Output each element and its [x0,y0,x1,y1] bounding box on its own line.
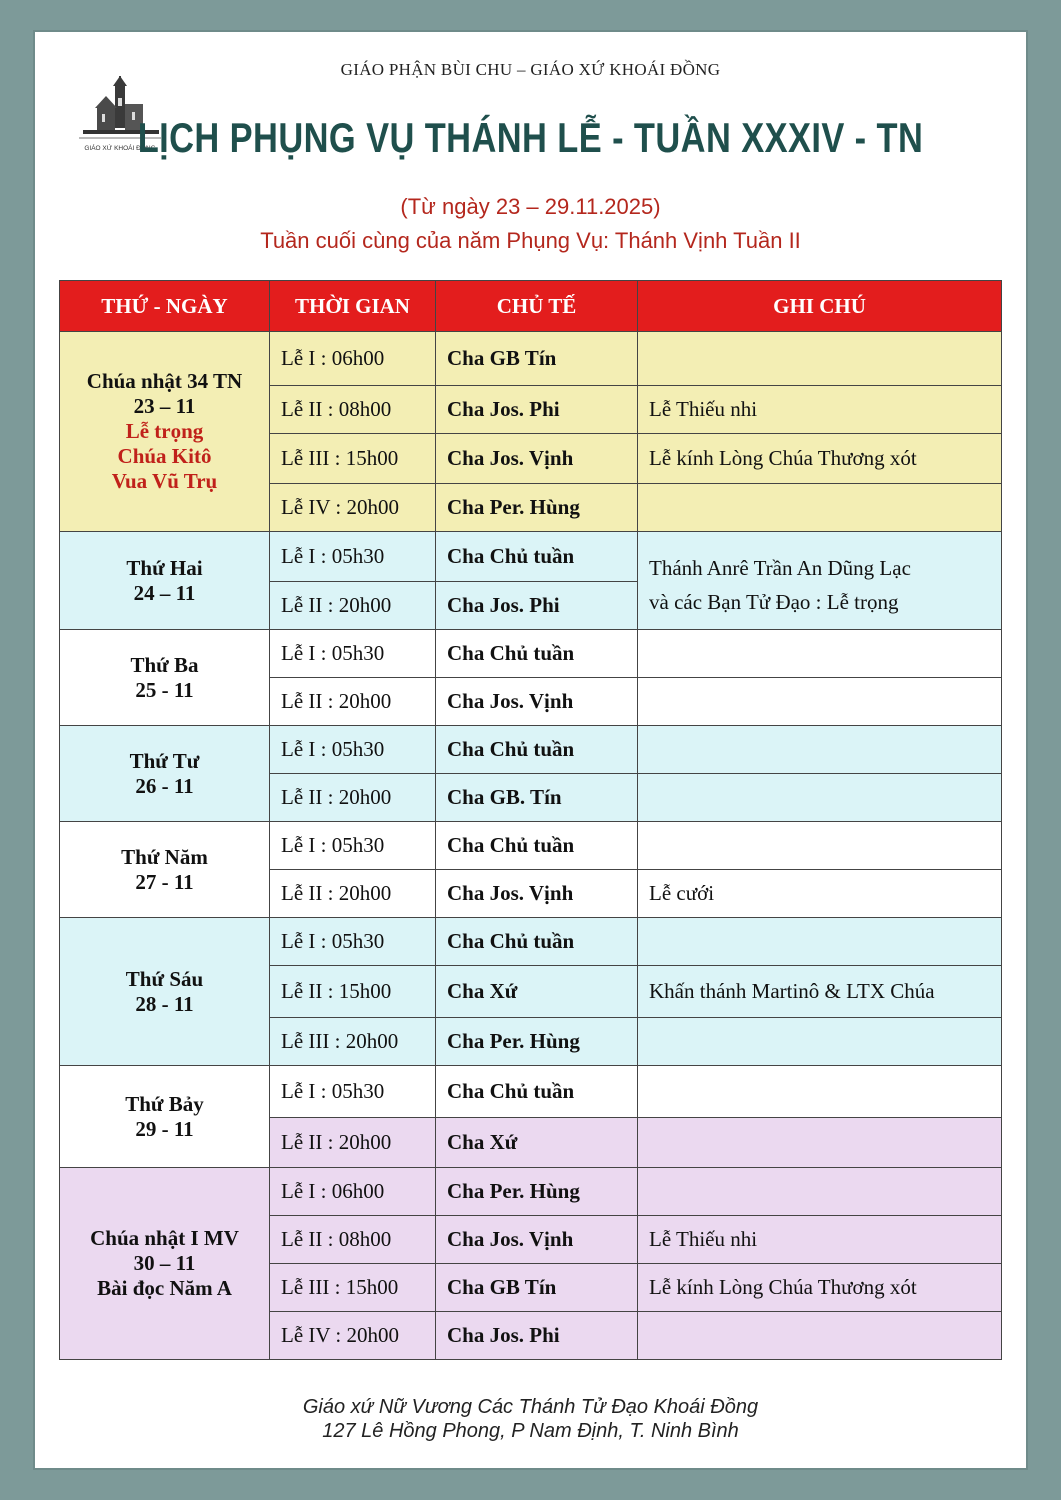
mass-time: Lễ II : 20h00 [270,1118,436,1168]
celebrant: Cha Chủ tuần [436,532,638,582]
mass-note [638,726,1002,774]
footer-parish-name: Giáo xứ Nữ Vương Các Thánh Tử Đạo Khoái Đồng [302,1396,759,1418]
mass-note-merged: Thánh Anrê Trần An Dũng Lạc và các Bạn Tử Đạo : Lễ trọng [638,532,1002,630]
mass-time: Lễ IV : 20h00 [270,484,436,532]
mass-note [638,822,1002,870]
table-row [60,532,1002,582]
day-cell-thursday: Thứ Năm 27 - 11 [60,822,270,918]
column-header-time: THỜI GIAN [270,281,436,332]
day-cell-wednesday: Thứ Tư 26 - 11 [60,726,270,822]
mass-time: Lễ IV : 20h00 [270,1312,436,1360]
celebrant: Cha GB Tín [436,1264,638,1312]
schedule-sheet [33,30,1028,1470]
celebrant: Cha Xứ [436,1118,638,1168]
day-cell-advent-sunday: Chúa nhật I MV 30 – 11 Bài đọc Năm A [60,1168,270,1360]
mass-note [638,484,1002,532]
day-cell-sunday-34: Chúa nhật 34 TN 23 – 11 Lễ trọng Chúa Kitô Vua Vũ Trụ [60,332,270,532]
mass-time: Lễ II : 08h00 [270,1216,436,1264]
mass-time: Lễ II : 20h00 [270,774,436,822]
logo-caption: GIÁO XỨ KHOÁI ĐỒNG [84,145,156,152]
diocese-parish-header: GIÁO PHẬN BÙI CHU – GIÁO XỨ KHOÁI ĐỒNG [340,60,721,79]
celebrant: Cha Per. Hùng [436,484,638,532]
celebrant: Cha GB. Tín [436,774,638,822]
day-cell-friday: Thứ Sáu 28 - 11 [60,918,270,1066]
mass-note [638,918,1002,966]
table-row [60,822,1002,870]
celebrant: Cha Jos. Phi [436,582,638,630]
mass-time: Lễ I : 05h30 [270,630,436,678]
mass-time: Lễ II : 08h00 [270,386,436,434]
mass-time: Lễ I : 05h30 [270,918,436,966]
mass-time: Lễ I : 06h00 [270,1168,436,1216]
celebrant: Cha GB Tín [436,332,638,386]
mass-time: Lễ III : 20h00 [270,1018,436,1066]
mass-time: Lễ III : 15h00 [270,1264,436,1312]
celebrant: Cha Chủ tuần [436,1066,638,1118]
mass-note [638,332,1002,386]
mass-time: Lễ II : 15h00 [270,966,436,1018]
mass-note [638,1312,1002,1360]
celebrant: Cha Jos. Vịnh [436,678,638,726]
mass-note: Khấn thánh Martinô & LTX Chúa [638,966,1002,1018]
mass-time: Lễ II : 20h00 [270,870,436,918]
column-header-note: GHI CHÚ [638,281,1002,332]
table-header-row [60,281,1002,332]
mass-time: Lễ II : 20h00 [270,582,436,630]
table-row [60,1066,1002,1118]
mass-note: Lễ cưới [638,870,1002,918]
footer-address: 127 Lê Hồng Phong, P Nam Định, T. Ninh Bình [322,1420,739,1442]
liturgical-note: Tuần cuối cùng của năm Phụng Vụ: Thánh Vịnh Tuần II [260,228,801,253]
celebrant: Cha Jos. Phi [436,386,638,434]
mass-time: Lễ II : 20h00 [270,678,436,726]
table-row [60,1168,1002,1216]
mass-note: Lễ kính Lòng Chúa Thương xót [638,434,1002,484]
mass-note [638,630,1002,678]
celebrant: Cha Chủ tuần [436,918,638,966]
mass-note: Lễ kính Lòng Chúa Thương xót [638,1264,1002,1312]
date-range: (Từ ngày 23 – 29.11.2025) [400,194,661,219]
mass-note [638,1118,1002,1168]
celebrant: Cha Xứ [436,966,638,1018]
mass-time: Lễ I : 05h30 [270,532,436,582]
table-row [60,332,1002,386]
mass-note [638,1018,1002,1066]
celebrant: Cha Jos. Phi [436,1312,638,1360]
celebrant: Cha Chủ tuần [436,630,638,678]
celebrant: Cha Per. Hùng [436,1168,638,1216]
mass-note [638,774,1002,822]
mass-time: Lễ I : 06h00 [270,332,436,386]
mass-note: Lễ Thiếu nhi [638,386,1002,434]
day-cell-monday: Thứ Hai 24 – 11 [60,532,270,630]
column-header-celebrant: CHỦ TẾ [436,281,638,332]
table-row [60,918,1002,966]
celebrant: Cha Chủ tuần [436,822,638,870]
table-row [60,630,1002,678]
mass-note [638,678,1002,726]
mass-time: Lễ III : 15h00 [270,434,436,484]
celebrant: Cha Jos. Vịnh [436,1216,638,1264]
mass-note: Lễ Thiếu nhi [638,1216,1002,1264]
mass-note [638,1066,1002,1118]
table-row [60,726,1002,774]
celebrant: Cha Jos. Vịnh [436,434,638,484]
celebrant: Cha Jos. Vịnh [436,870,638,918]
mass-note [638,1168,1002,1216]
mass-schedule-table [59,280,1002,1360]
day-cell-tuesday: Thứ Ba 25 - 11 [60,630,270,726]
mass-time: Lễ I : 05h30 [270,822,436,870]
page-title: LỊCH PHỤNG VỤ THÁNH LỄ - TUẦN XXXIV - TN [137,114,924,161]
mass-time: Lễ I : 05h30 [270,1066,436,1118]
celebrant: Cha Chủ tuần [436,726,638,774]
celebrant: Cha Per. Hùng [436,1018,638,1066]
day-cell-saturday: Thứ Bảy 29 - 11 [60,1066,270,1168]
mass-time: Lễ I : 05h30 [270,726,436,774]
column-header-day: THỨ - NGÀY [60,281,270,332]
